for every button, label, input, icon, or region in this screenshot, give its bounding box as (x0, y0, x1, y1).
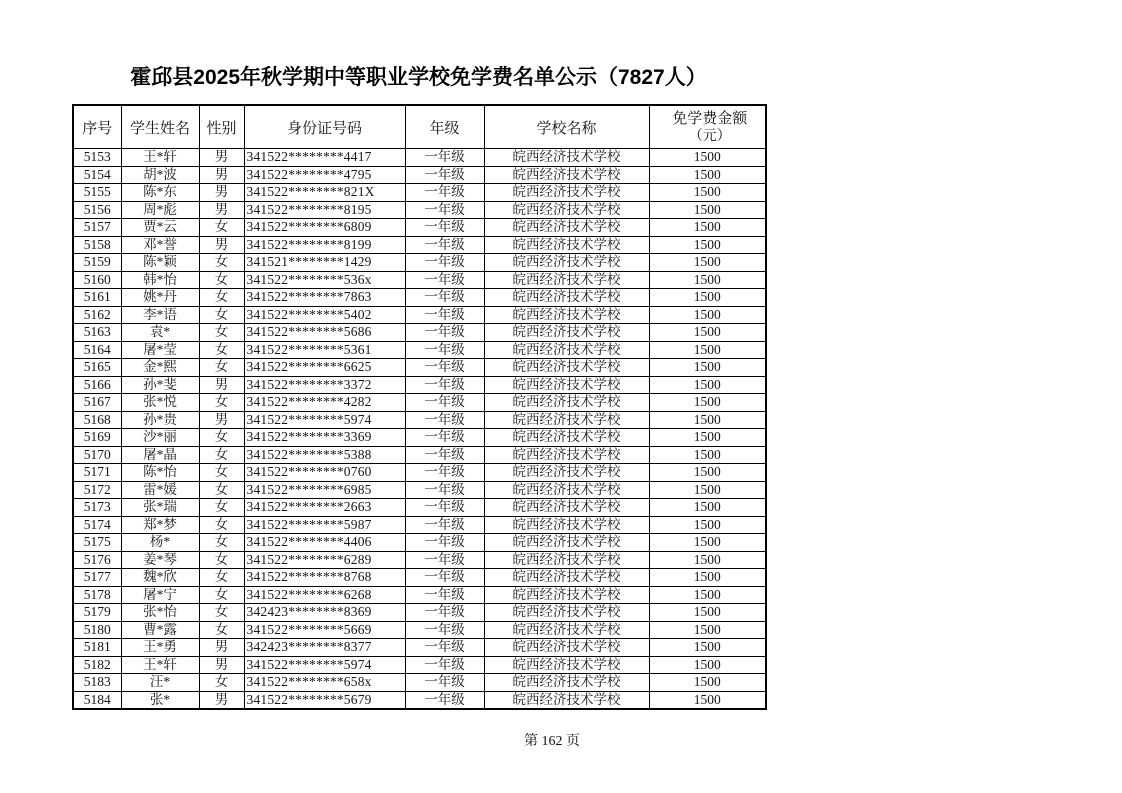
cell-grade: 一年级 (405, 481, 484, 499)
cell-serial: 5159 (73, 254, 121, 272)
cell-gender: 女 (199, 306, 244, 324)
cell-student-name: 王*勇 (121, 639, 199, 657)
cell-grade: 一年级 (405, 691, 484, 709)
cell-school-name: 皖西经济技术学校 (484, 219, 649, 237)
cell-student-name: 周*彪 (121, 201, 199, 219)
cell-school-name: 皖西经济技术学校 (484, 376, 649, 394)
cell-amount: 1500 (649, 464, 766, 482)
cell-student-name: 姚*丹 (121, 289, 199, 307)
cell-serial: 5161 (73, 289, 121, 307)
cell-amount: 1500 (649, 429, 766, 447)
cell-serial: 5171 (73, 464, 121, 482)
cell-amount: 1500 (649, 516, 766, 534)
cell-id-number: 341522********5974 (244, 656, 405, 674)
cell-school-name: 皖西经济技术学校 (484, 201, 649, 219)
cell-gender: 男 (199, 166, 244, 184)
cell-grade: 一年级 (405, 516, 484, 534)
cell-serial: 5177 (73, 569, 121, 587)
cell-school-name: 皖西经济技术学校 (484, 674, 649, 692)
cell-grade: 一年级 (405, 499, 484, 517)
table-row (73, 569, 766, 587)
cell-student-name: 张*悦 (121, 394, 199, 412)
cell-amount: 1500 (649, 324, 766, 342)
fee-exemption-table (72, 104, 767, 710)
cell-amount: 1500 (649, 604, 766, 622)
page-number: 第 162 页 (524, 734, 580, 749)
cell-id-number: 341522********8195 (244, 201, 405, 219)
cell-student-name: 胡*波 (121, 166, 199, 184)
cell-serial: 5154 (73, 166, 121, 184)
cell-grade: 一年级 (405, 674, 484, 692)
table-row (73, 166, 766, 184)
cell-gender: 女 (199, 429, 244, 447)
table-row (73, 534, 766, 552)
cell-amount: 1500 (649, 166, 766, 184)
cell-serial: 5160 (73, 271, 121, 289)
cell-grade: 一年级 (405, 586, 484, 604)
cell-id-number: 341522********5388 (244, 446, 405, 464)
cell-school-name: 皖西经济技术学校 (484, 149, 649, 167)
cell-school-name: 皖西经济技术学校 (484, 499, 649, 517)
cell-gender: 女 (199, 254, 244, 272)
cell-student-name: 王*轩 (121, 149, 199, 167)
cell-serial: 5184 (73, 691, 121, 709)
cell-gender: 女 (199, 359, 244, 377)
cell-serial: 5155 (73, 184, 121, 202)
cell-grade: 一年级 (405, 166, 484, 184)
cell-amount: 1500 (649, 481, 766, 499)
cell-id-number: 341522********6289 (244, 551, 405, 569)
cell-student-name: 陈*颖 (121, 254, 199, 272)
cell-amount: 1500 (649, 359, 766, 377)
cell-serial: 5156 (73, 201, 121, 219)
cell-grade: 一年级 (405, 289, 484, 307)
cell-grade: 一年级 (405, 219, 484, 237)
cell-grade: 一年级 (405, 324, 484, 342)
cell-amount: 1500 (649, 639, 766, 657)
cell-gender: 女 (199, 499, 244, 517)
cell-serial: 5158 (73, 236, 121, 254)
cell-amount: 1500 (649, 621, 766, 639)
cell-amount: 1500 (649, 376, 766, 394)
cell-grade: 一年级 (405, 639, 484, 657)
table-row (73, 324, 766, 342)
cell-gender: 女 (199, 621, 244, 639)
cell-id-number: 341522********8768 (244, 569, 405, 587)
cell-serial: 5173 (73, 499, 121, 517)
cell-school-name: 皖西经济技术学校 (484, 621, 649, 639)
cell-gender: 男 (199, 236, 244, 254)
cell-serial: 5166 (73, 376, 121, 394)
cell-student-name: 汪* (121, 674, 199, 692)
cell-amount: 1500 (649, 551, 766, 569)
cell-gender: 女 (199, 271, 244, 289)
cell-gender: 男 (199, 639, 244, 657)
cell-school-name: 皖西经济技术学校 (484, 236, 649, 254)
table-row (73, 691, 766, 709)
cell-id-number: 341522********4406 (244, 534, 405, 552)
col-header-amount (649, 105, 766, 149)
cell-serial: 5172 (73, 481, 121, 499)
cell-grade: 一年级 (405, 551, 484, 569)
col-header-student-name: 学生姓名 (121, 105, 199, 149)
cell-grade: 一年级 (405, 411, 484, 429)
cell-id-number: 341522********821X (244, 184, 405, 202)
cell-school-name: 皖西经济技术学校 (484, 254, 649, 272)
cell-id-number: 341522********7863 (244, 289, 405, 307)
cell-school-name: 皖西经济技术学校 (484, 324, 649, 342)
cell-serial: 5182 (73, 656, 121, 674)
cell-serial: 5169 (73, 429, 121, 447)
cell-gender: 女 (199, 324, 244, 342)
cell-id-number: 341522********658x (244, 674, 405, 692)
table-row (73, 394, 766, 412)
cell-serial: 5181 (73, 639, 121, 657)
cell-serial: 5168 (73, 411, 121, 429)
cell-student-name: 孙*斐 (121, 376, 199, 394)
cell-school-name: 皖西经济技术学校 (484, 184, 649, 202)
cell-student-name: 贾*云 (121, 219, 199, 237)
table-row (73, 306, 766, 324)
cell-serial: 5165 (73, 359, 121, 377)
cell-gender: 女 (199, 446, 244, 464)
cell-school-name: 皖西经济技术学校 (484, 166, 649, 184)
table-row (73, 236, 766, 254)
cell-grade: 一年级 (405, 376, 484, 394)
table-row (73, 516, 766, 534)
table-row (73, 429, 766, 447)
cell-grade: 一年级 (405, 149, 484, 167)
cell-id-number: 342423********8377 (244, 639, 405, 657)
page-title: 霍邱县2025年秋学期中等职业学校免学费名单公示（7827人） (130, 66, 707, 89)
col-header-gender: 性别 (199, 105, 244, 149)
cell-school-name: 皖西经济技术学校 (484, 464, 649, 482)
cell-id-number: 341522********4282 (244, 394, 405, 412)
cell-serial: 5180 (73, 621, 121, 639)
cell-amount: 1500 (649, 656, 766, 674)
cell-id-number: 341521********1429 (244, 254, 405, 272)
cell-amount: 1500 (649, 219, 766, 237)
cell-student-name: 杨* (121, 534, 199, 552)
cell-school-name: 皖西经济技术学校 (484, 394, 649, 412)
cell-grade: 一年级 (405, 306, 484, 324)
table-row (73, 271, 766, 289)
table-row (73, 341, 766, 359)
cell-grade: 一年级 (405, 184, 484, 202)
col-header-amount-line1: 免学费金额 (672, 110, 748, 127)
cell-school-name: 皖西经济技术学校 (484, 359, 649, 377)
cell-student-name: 张*瑞 (121, 499, 199, 517)
table-row (73, 481, 766, 499)
cell-id-number: 341522********3369 (244, 429, 405, 447)
cell-student-name: 陈*怡 (121, 464, 199, 482)
table-row (73, 376, 766, 394)
cell-serial: 5157 (73, 219, 121, 237)
cell-serial: 5178 (73, 586, 121, 604)
cell-id-number: 341522********5987 (244, 516, 405, 534)
cell-school-name: 皖西经济技术学校 (484, 341, 649, 359)
cell-serial: 5174 (73, 516, 121, 534)
table-row (73, 551, 766, 569)
cell-gender: 男 (199, 201, 244, 219)
table-row (73, 586, 766, 604)
cell-gender: 女 (199, 551, 244, 569)
table-row (73, 639, 766, 657)
cell-id-number: 341522********5679 (244, 691, 405, 709)
table-row (73, 359, 766, 377)
col-header-grade: 年级 (405, 105, 484, 149)
cell-amount: 1500 (649, 236, 766, 254)
cell-student-name: 王*轩 (121, 656, 199, 674)
cell-serial: 5175 (73, 534, 121, 552)
cell-school-name: 皖西经济技术学校 (484, 481, 649, 499)
cell-grade: 一年级 (405, 236, 484, 254)
cell-school-name: 皖西经济技术学校 (484, 289, 649, 307)
cell-amount: 1500 (649, 254, 766, 272)
cell-student-name: 魏*欣 (121, 569, 199, 587)
col-header-school-name: 学校名称 (484, 105, 649, 149)
cell-student-name: 沙*丽 (121, 429, 199, 447)
cell-amount: 1500 (649, 446, 766, 464)
cell-serial: 5153 (73, 149, 121, 167)
cell-student-name: 郑*梦 (121, 516, 199, 534)
table-row (73, 674, 766, 692)
cell-grade: 一年级 (405, 201, 484, 219)
cell-id-number: 341522********6985 (244, 481, 405, 499)
cell-gender: 男 (199, 184, 244, 202)
table-row (73, 149, 766, 167)
cell-id-number: 341522********5686 (244, 324, 405, 342)
cell-grade: 一年级 (405, 464, 484, 482)
cell-amount: 1500 (649, 201, 766, 219)
cell-school-name: 皖西经济技术学校 (484, 691, 649, 709)
cell-grade: 一年级 (405, 656, 484, 674)
cell-amount: 1500 (649, 289, 766, 307)
cell-amount: 1500 (649, 534, 766, 552)
cell-student-name: 屠*宁 (121, 586, 199, 604)
cell-id-number: 342423********8369 (244, 604, 405, 622)
cell-amount: 1500 (649, 184, 766, 202)
cell-gender: 女 (199, 674, 244, 692)
cell-id-number: 341522********4795 (244, 166, 405, 184)
cell-id-number: 341522********5361 (244, 341, 405, 359)
cell-serial: 5163 (73, 324, 121, 342)
cell-amount: 1500 (649, 586, 766, 604)
cell-gender: 男 (199, 411, 244, 429)
cell-student-name: 李*语 (121, 306, 199, 324)
cell-id-number: 341522********4417 (244, 149, 405, 167)
table-row (73, 201, 766, 219)
cell-grade: 一年级 (405, 271, 484, 289)
cell-serial: 5183 (73, 674, 121, 692)
cell-school-name: 皖西经济技术学校 (484, 604, 649, 622)
cell-grade: 一年级 (405, 341, 484, 359)
cell-gender: 男 (199, 376, 244, 394)
cell-id-number: 341522********5974 (244, 411, 405, 429)
cell-student-name: 曹*露 (121, 621, 199, 639)
cell-id-number: 341522********6268 (244, 586, 405, 604)
cell-serial: 5164 (73, 341, 121, 359)
cell-id-number: 341522********5669 (244, 621, 405, 639)
cell-gender: 女 (199, 516, 244, 534)
table-row (73, 604, 766, 622)
cell-student-name: 袁* (121, 324, 199, 342)
cell-grade: 一年级 (405, 534, 484, 552)
cell-school-name: 皖西经济技术学校 (484, 551, 649, 569)
cell-grade: 一年级 (405, 394, 484, 412)
cell-student-name: 姜*琴 (121, 551, 199, 569)
table-row (73, 464, 766, 482)
cell-school-name: 皖西经济技术学校 (484, 446, 649, 464)
cell-serial: 5170 (73, 446, 121, 464)
cell-grade: 一年级 (405, 604, 484, 622)
table-row (73, 219, 766, 237)
cell-student-name: 陈*东 (121, 184, 199, 202)
col-header-serial: 序号 (73, 105, 121, 149)
cell-gender: 女 (199, 604, 244, 622)
cell-gender: 女 (199, 464, 244, 482)
cell-id-number: 341522********6809 (244, 219, 405, 237)
cell-student-name: 孙*贵 (121, 411, 199, 429)
cell-id-number: 341522********5402 (244, 306, 405, 324)
cell-id-number: 341522********6625 (244, 359, 405, 377)
cell-student-name: 张*怡 (121, 604, 199, 622)
table-row (73, 621, 766, 639)
cell-student-name: 韩*怡 (121, 271, 199, 289)
cell-gender: 女 (199, 586, 244, 604)
col-header-id-number: 身份证号码 (244, 105, 405, 149)
cell-serial: 5179 (73, 604, 121, 622)
cell-gender: 女 (199, 569, 244, 587)
cell-school-name: 皖西经济技术学校 (484, 411, 649, 429)
col-header-amount-line2: （元） (688, 128, 731, 144)
table-row (73, 184, 766, 202)
table-row (73, 254, 766, 272)
table-row (73, 411, 766, 429)
cell-id-number: 341522********536x (244, 271, 405, 289)
cell-school-name: 皖西经济技术学校 (484, 569, 649, 587)
cell-grade: 一年级 (405, 569, 484, 587)
cell-id-number: 341522********2663 (244, 499, 405, 517)
cell-id-number: 341522********0760 (244, 464, 405, 482)
cell-school-name: 皖西经济技术学校 (484, 534, 649, 552)
table-row (73, 656, 766, 674)
header-row (73, 105, 766, 149)
cell-school-name: 皖西经济技术学校 (484, 429, 649, 447)
cell-gender: 女 (199, 534, 244, 552)
cell-school-name: 皖西经济技术学校 (484, 586, 649, 604)
cell-school-name: 皖西经济技术学校 (484, 306, 649, 324)
cell-serial: 5176 (73, 551, 121, 569)
cell-amount: 1500 (649, 394, 766, 412)
cell-gender: 男 (199, 656, 244, 674)
cell-serial: 5167 (73, 394, 121, 412)
cell-grade: 一年级 (405, 446, 484, 464)
cell-amount: 1500 (649, 411, 766, 429)
cell-id-number: 341522********3372 (244, 376, 405, 394)
table-row (73, 446, 766, 464)
cell-school-name: 皖西经济技术学校 (484, 656, 649, 674)
cell-amount: 1500 (649, 569, 766, 587)
cell-student-name: 屠*晶 (121, 446, 199, 464)
cell-gender: 男 (199, 691, 244, 709)
cell-amount: 1500 (649, 149, 766, 167)
cell-grade: 一年级 (405, 254, 484, 272)
cell-gender: 女 (199, 394, 244, 412)
cell-student-name: 屠*莹 (121, 341, 199, 359)
cell-amount: 1500 (649, 341, 766, 359)
cell-grade: 一年级 (405, 429, 484, 447)
cell-student-name: 雷*媛 (121, 481, 199, 499)
cell-gender: 女 (199, 289, 244, 307)
cell-amount: 1500 (649, 306, 766, 324)
cell-gender: 女 (199, 219, 244, 237)
cell-amount: 1500 (649, 499, 766, 517)
cell-school-name: 皖西经济技术学校 (484, 516, 649, 534)
cell-school-name: 皖西经济技术学校 (484, 639, 649, 657)
table-row (73, 499, 766, 517)
cell-student-name: 金*熙 (121, 359, 199, 377)
cell-serial: 5162 (73, 306, 121, 324)
cell-gender: 女 (199, 341, 244, 359)
cell-amount: 1500 (649, 271, 766, 289)
cell-grade: 一年级 (405, 359, 484, 377)
cell-school-name: 皖西经济技术学校 (484, 271, 649, 289)
cell-student-name: 邓*誉 (121, 236, 199, 254)
table-row (73, 289, 766, 307)
cell-amount: 1500 (649, 674, 766, 692)
cell-gender: 男 (199, 149, 244, 167)
cell-gender: 女 (199, 481, 244, 499)
cell-amount: 1500 (649, 691, 766, 709)
cell-id-number: 341522********8199 (244, 236, 405, 254)
cell-student-name: 张* (121, 691, 199, 709)
cell-grade: 一年级 (405, 621, 484, 639)
